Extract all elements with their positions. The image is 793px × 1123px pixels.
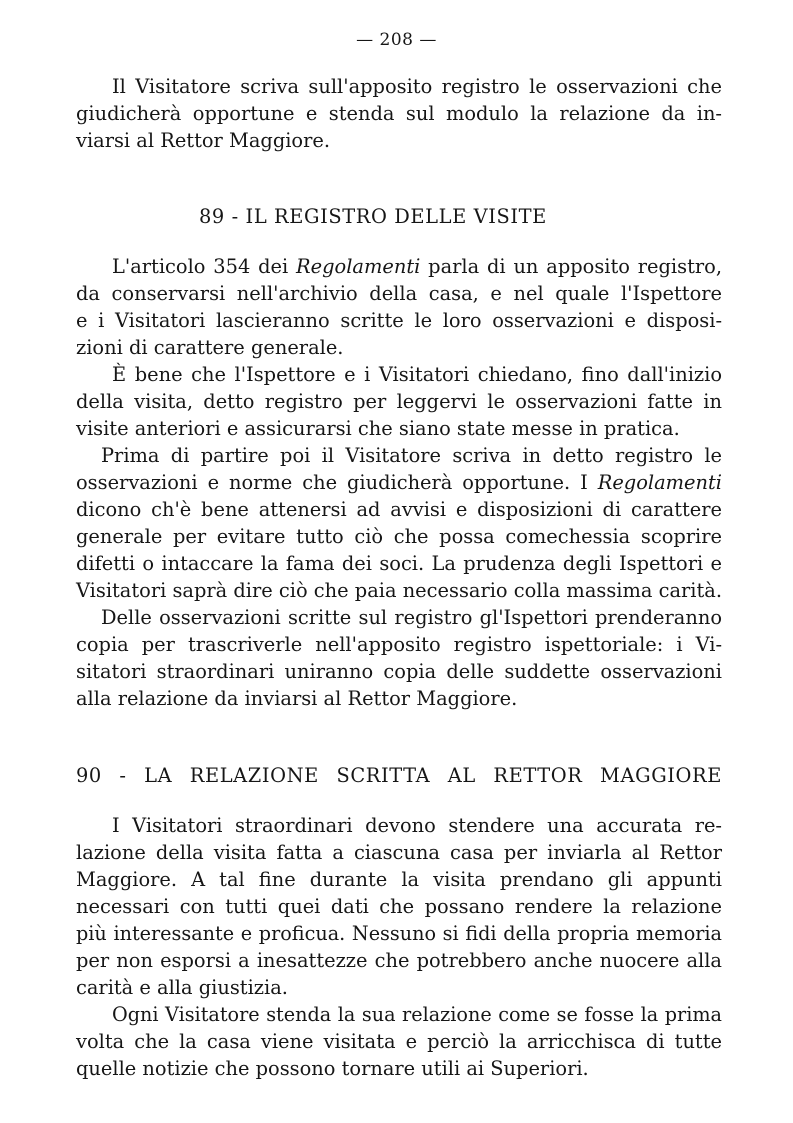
text-line: Il Visitatore scriva sull'apposito registro le osservazioni che <box>112 75 722 98</box>
section-heading-90: 90 - LA RELAZIONE SCRITTA AL RETTOR MAGGIORE <box>76 764 722 787</box>
text-line: osservazioni e norme che giudicherà opportune. I Regolamenti <box>76 471 722 494</box>
text-line: visite anteriori e assicurarsi che siano state messe in pratica. <box>76 417 680 440</box>
paragraph-continued <box>76 73 722 154</box>
text-line: della visita, detto registro per leggervi le osservazioni fatte in <box>76 390 722 413</box>
text-line: e i Visitatori lascieranno scritte le loro osservazioni e disposi- <box>76 309 722 332</box>
section-body-89 <box>76 253 722 712</box>
text-line: viarsi al Rettor Maggiore. <box>76 129 331 152</box>
text-line: Ogni Visitatore stenda la sua relazione come se fosse la prima <box>112 1003 722 1026</box>
text-line: generale per evitare tutto ciò che possa comechessia scoprire <box>76 525 722 548</box>
text-line: dicono ch'è bene attenersi ad avvisi e disposizioni di carattere <box>76 498 722 521</box>
text-line: da conservarsi nell'archivio della casa, e nel quale l'Ispettore <box>76 282 722 305</box>
text-line: volta che la casa viene visitata e perciò la arricchisca di tutte <box>76 1030 722 1053</box>
text-line: L'articolo 354 dei Regolamenti parla di un apposito registro, <box>112 255 722 278</box>
text-line: quelle notizie che possono tornare utili ai Superiori. <box>76 1057 589 1080</box>
text-line: difetti o intaccare la fama dei soci. La prudenza degli Ispettori e <box>76 552 722 575</box>
page-number: — 208 — <box>356 30 437 50</box>
text-line: Prima di partire poi il Visitatore scriva in detto registro le <box>101 444 722 467</box>
text-line: lazione della visita fatta a ciascuna casa per inviarla al Rettor <box>76 841 722 864</box>
text-line: alla relazione da inviarsi al Rettor Maggiore. <box>76 687 518 710</box>
section-heading-89: 89 - IL REGISTRO DELLE VISITE <box>199 205 547 228</box>
text-line: È bene che l'Ispettore e i Visitatori chiedano, fino dall'inizio <box>112 363 722 386</box>
text-line: Visitatori saprà dire ciò che paia necessario colla massima carità. <box>76 579 722 602</box>
text-line: più interessante e proficua. Nessuno si fidi della propria memoria <box>76 922 722 945</box>
text-line: I Visitatori straordinari devono stendere una accurata re- <box>112 814 722 837</box>
text-line: giudicherà opportune e stenda sul modulo la relazione da in- <box>76 102 722 125</box>
section-body-90 <box>76 812 722 1082</box>
text-line: copia per trascriverle nell'apposito registro ispettoriale: i Vi- <box>76 633 722 656</box>
text-line: per non esporsi a inesattezze che potrebbero anche nuocere alla <box>76 949 722 972</box>
text-line: zioni di carattere generale. <box>76 336 344 359</box>
text-line: carità e alla giustizia. <box>76 976 288 999</box>
text-line: Delle osservazioni scritte sul registro gl'Ispettori prenderanno <box>101 606 722 629</box>
text-line: sitatori straordinari uniranno copia delle suddette osservazioni <box>76 660 722 683</box>
text-line: necessari con tutti quei dati che possano rendere la relazione <box>76 895 722 918</box>
text-line: Maggiore. A tal fine durante la visita prendano gli appunti <box>76 868 722 891</box>
